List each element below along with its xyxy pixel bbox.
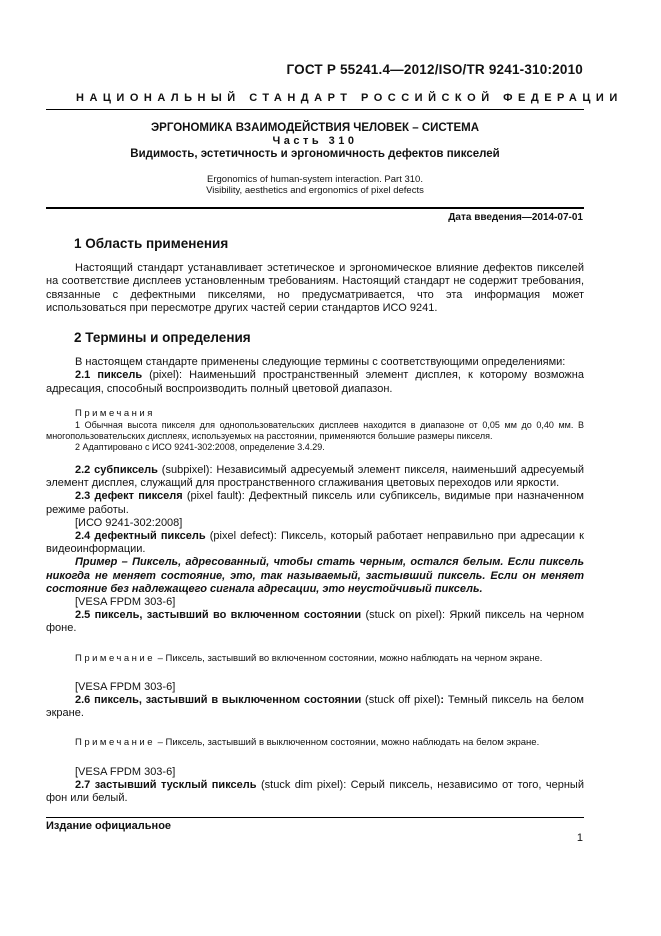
term-entry: [46, 464, 584, 490]
english-title: Ergonomics of human-system interaction. Part 310.: [207, 174, 423, 185]
term-definition: (stuck off pixel): [361, 694, 441, 707]
term-name: 2.4 дефектный пиксель: [75, 530, 206, 543]
term-name: 2.3 дефект пикселя: [75, 490, 183, 503]
note-label: Примечание: [75, 652, 155, 664]
term-name: 2.5 пиксель, застывший во включенном состоянии: [75, 609, 362, 622]
term-entry: [46, 779, 584, 805]
section-heading: 1 Область применения: [74, 236, 229, 251]
term-definition: (pixel defect): Пиксель, который работает неправильно при адресации к видеоинформации.: [46, 530, 584, 556]
term-colon: :: [440, 694, 445, 707]
term-definition: (pixel fault): Дефектный пиксель или субпиксель, видимые при назначенном режиме работы.: [46, 490, 584, 516]
standard-designation: ГОСТ Р 55241.4—2012/ISO/TR 9241-310:2010: [286, 62, 583, 77]
term-entry: [46, 694, 584, 720]
term-source: [VESA FPDM 303-6]: [75, 596, 176, 609]
notes-heading: Примечания: [75, 407, 155, 419]
term-example: Пример – Пиксель, адресованный, чтобы стать черным, остался белым. Если пиксель никогда не меняет состояние, это, так называемый, застывший пиксель. Если он меняет состояние без надлежащего сигнала адресации, это неустойчивый пиксель.: [46, 556, 584, 595]
document-subtitle: Видимость, эстетичность и эргономичность дефектов пикселей: [130, 148, 500, 160]
term-name: 2.6 пиксель, застывший в выключенном состоянии: [75, 694, 362, 707]
term-name: 2.7 застывший тусклый пиксель: [75, 778, 257, 791]
terms-intro: В настоящем стандарте применены следующие термины с соответствующими определениями:: [75, 356, 566, 369]
scope-paragraph: Настоящий стандарт устанавливает эстетическое и эргономическое влияние дефектов пикселей на соответствие дисплеев установленным требованиям. Настоящий стандарт не содержит требования, связанные с дефектными пикселями, но предусматривается, что эта информация может использоваться при пересмотре других частей серии стандартов ИСО 9241.: [46, 262, 584, 314]
note-text: – Пиксель, застывший в выключенном состоянии, можно наблюдать на белом экране.: [155, 737, 540, 749]
document-body: [46, 237, 584, 805]
term-entry: [46, 490, 584, 516]
note-text: 2 Адаптировано с ИСО 9241-302:2008, определение 3.4.29.: [75, 442, 325, 453]
national-standard-caption: НАЦИОНАЛЬНЫЙ СТАНДАРТ РОССИЙСКОЙ ФЕДЕРАЦИИ: [76, 92, 623, 104]
document-title: ЭРГОНОМИКА ВЗАИМОДЕЙСТВИЯ ЧЕЛОВЕК – СИСТЕМА: [151, 122, 479, 134]
term-definition: (pixel): Наименьший пространственный элемент дисплея, к которому возможна адресация, способный воспроизводить полный цветовой диапазон.: [46, 369, 584, 395]
term-note: [46, 736, 584, 749]
term-source: [VESA FPDM 303-6]: [75, 680, 176, 693]
header-rule: [46, 109, 584, 110]
note-label: Примечание: [75, 737, 155, 749]
note-text: 1 Обычная высота пикселя для однопользовательских дисплеев находится в диапазоне от 0,05 мм до 0,40 мм. В многопользовательских дисплеях, используемых на расстоянии, применяются большие размеры пикселя.: [46, 420, 584, 442]
note-text: – Пиксель, застывший во включенном состоянии, можно наблюдать на черном экране.: [155, 652, 543, 664]
section-heading: 2 Термины и определения: [74, 330, 251, 346]
term-note: [46, 652, 584, 665]
term-source: [VESA FPDM 303-6]: [75, 765, 176, 778]
term-name: 2.2 субпиксель: [75, 464, 158, 477]
term-source: [ИСО 9241-302:2008]: [75, 516, 183, 529]
document-part: Часть 310: [272, 135, 358, 147]
official-edition-label: Издание официальное: [46, 820, 172, 832]
term-name: 2.1 пиксель: [75, 369, 143, 382]
term-definition: Темный пиксель на белом экране.: [46, 694, 584, 720]
term-definition: (stuck on pixel): Яркий пиксель на черном фоне.: [46, 609, 585, 635]
page-number: 1: [576, 832, 583, 844]
footer-rule: [46, 817, 584, 818]
term-entry: [46, 609, 584, 635]
term-entry: [46, 530, 584, 556]
term-definition: (stuck dim pixel): Серый пиксель, независимо от того, черный фон или белый.: [46, 778, 584, 805]
english-subtitle: Visibility, aesthetics and ergonomics of pixel defects: [206, 185, 424, 196]
effective-date: Дата введения—2014-07-01: [448, 212, 583, 223]
title-rule: [46, 207, 584, 209]
term-entry: [46, 369, 584, 395]
term-definition: (subpixel): Независимый адресуемый элемент пикселя, наименьший адресуемый элемент дисплея, служащий для пространственного сглаживания цветовых переходов или яркости.: [46, 464, 584, 490]
